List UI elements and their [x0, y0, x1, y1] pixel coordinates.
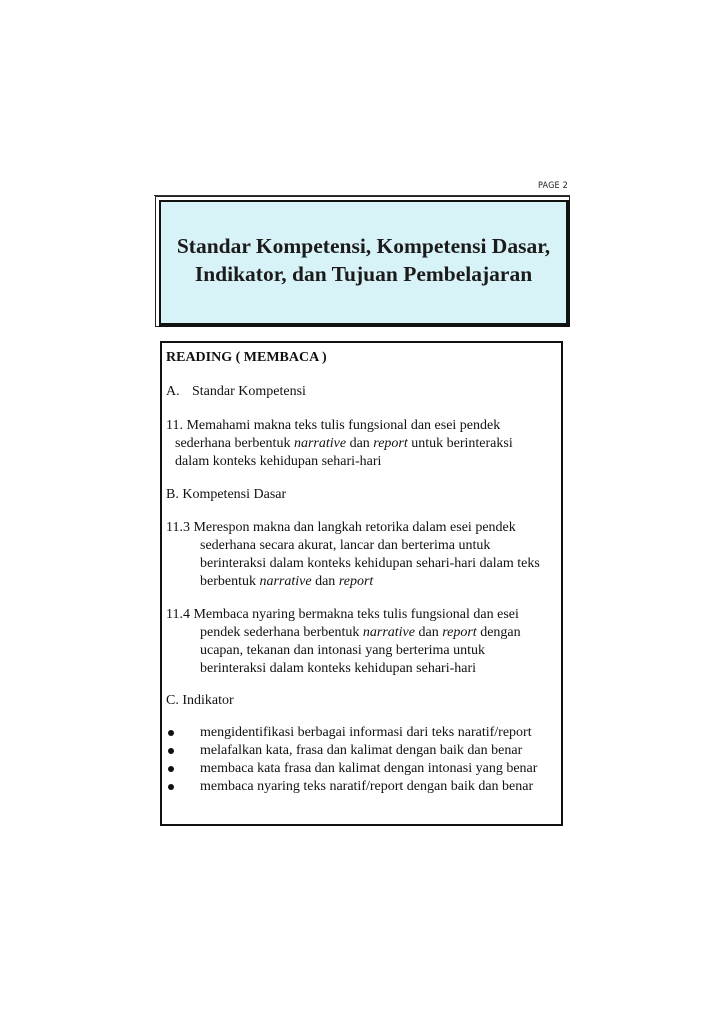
kd-113-line-4 [200, 573, 373, 591]
term-report: report [373, 436, 408, 451]
part-b-heading: B. Kompetensi Dasar [166, 487, 287, 502]
text-span: untuk berinteraksi [407, 436, 513, 451]
part-a-letter: A. [166, 384, 180, 399]
bullet-icon [168, 748, 174, 754]
indicator-item: membaca kata frasa dan kalimat dengan intonasi yang benar [200, 761, 538, 776]
text-span: pendek sederhana berbentuk [200, 625, 363, 640]
bullet-icon [168, 784, 174, 790]
text-span: dan [311, 574, 339, 589]
term-report: report [338, 574, 374, 589]
page-number: PAGE 2 [538, 181, 568, 191]
text-span: dengan [476, 625, 521, 640]
sk-11-line-3: dalam konteks kehidupan sehari-hari [175, 454, 382, 469]
content-box [160, 341, 563, 826]
title-box [159, 200, 570, 327]
part-a-label: Standar Kompetensi [192, 384, 306, 399]
kd-114-line-4: berinteraksi dalam konteks kehidupan sehari-hari [200, 661, 477, 676]
section-heading: READING ( MEMBACA ) [166, 350, 327, 365]
bullet-icon [168, 766, 174, 772]
indicator-item: mengidentifikasi berbagai informasi dari teks naratif/report [200, 725, 532, 740]
kd-114-line-1: 11.4 Membaca nyaring bermakna teks tulis fungsional dan esei [166, 607, 519, 622]
term-narrative: narrative [259, 574, 312, 589]
bullet-icon [168, 730, 174, 736]
indicator-item: melafalkan kata, frasa dan kalimat dengan baik dan benar [200, 743, 523, 758]
title-line-1: Standar Kompetensi, Kompetensi Dasar, [176, 234, 551, 258]
text-span: sederhana berbentuk [175, 436, 294, 451]
text-span: dan [414, 625, 443, 640]
kd-113-line-2: sederhana secara akurat, lancar dan berterima untuk [200, 538, 491, 553]
kd-113-line-1: 11.3 Merespon makna dan langkah retorika dalam esei pendek [166, 520, 516, 535]
text-span: berbentuk [200, 574, 260, 589]
term-narrative: narrative [362, 625, 415, 640]
part-c-heading: C. Indikator [166, 693, 234, 708]
kd-114-line-3: ucapan, tekanan dan intonasi yang berterima untuk [200, 643, 485, 658]
sk-11-line-2 [175, 435, 513, 453]
title-line-2: Indikator, dan Tujuan Pembelajaran [194, 262, 533, 286]
sk-11-line-1: 11. Memahami makna teks tulis fungsional dan esei pendek [166, 418, 501, 433]
term-report: report [442, 625, 477, 640]
kd-114-line-2 [200, 624, 521, 642]
text-span: dan [346, 436, 374, 451]
indicator-item: membaca nyaring teks naratif/report dengan baik dan benar [200, 779, 534, 794]
term-narrative: narrative [293, 436, 347, 451]
kd-113-line-3: berinteraksi dalam konteks kehidupan sehari-hari dalam teks [200, 556, 540, 571]
